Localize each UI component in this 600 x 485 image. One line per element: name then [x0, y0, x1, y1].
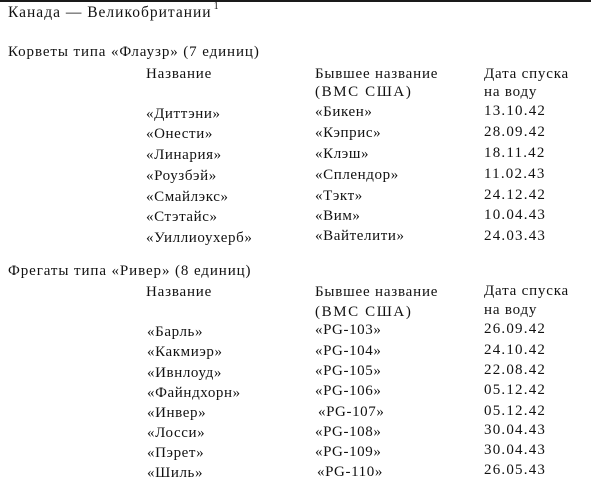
former-name: «PG-104» — [315, 343, 382, 359]
former-name: «Вайтелити» — [315, 228, 405, 244]
column-header-former-navy: (ВМС США) — [315, 304, 413, 320]
launch-date: 13.10.42 — [484, 103, 547, 119]
column-header-name: Название — [146, 66, 213, 82]
column-header-former-name: Бывшее название — [315, 66, 439, 82]
launch-date: 05.12.42 — [484, 403, 547, 419]
former-name: «Сплендор» — [315, 167, 399, 183]
section-heading: Фрегаты типа «Ривер» (8 единиц) — [8, 263, 252, 279]
column-header-former-name: Бывшее название — [315, 284, 439, 300]
column-header-name: Название — [146, 284, 213, 300]
launch-date: 28.09.42 — [484, 124, 547, 140]
launch-date: 24.03.43 — [484, 228, 547, 244]
former-name: «PG-105» — [315, 363, 382, 379]
section-heading: Корветы типа «Флаузр» (7 единиц) — [8, 44, 260, 60]
column-header-launch-date-line2: на воду — [484, 302, 538, 318]
ship-name: «Барль» — [147, 324, 204, 340]
former-name: «PG-109» — [315, 444, 382, 460]
ship-name: «Диттэни» — [146, 106, 221, 122]
top-rule — [0, 0, 591, 2]
ship-name: «Онести» — [146, 126, 213, 142]
launch-date: 26.05.43 — [484, 462, 547, 478]
ship-name: «Файндхорн» — [147, 385, 241, 401]
launch-date: 10.04.43 — [484, 207, 547, 223]
launch-date: 05.12.42 — [484, 382, 547, 398]
column-header-launch-date-line2: на воду — [484, 84, 538, 100]
footnote-marker: 1 — [213, 1, 220, 12]
ship-name: «Лосси» — [147, 425, 206, 441]
launch-date: 30.04.43 — [484, 442, 547, 458]
ship-name: «Шиль» — [147, 465, 204, 481]
ship-name: «Ивнлоуд» — [147, 365, 222, 381]
ship-name: «Какмиэр» — [147, 344, 223, 360]
former-name: «PG-108» — [315, 424, 382, 440]
column-header-launch-date: Дата спуска — [484, 66, 570, 82]
launch-date: 11.02.43 — [484, 166, 546, 182]
launch-date: 26.09.42 — [484, 321, 547, 337]
page-title-text: Канада — Великобритании — [8, 4, 212, 21]
former-name: «PG-106» — [315, 383, 382, 399]
page-title — [8, 1, 220, 24]
launch-date: 22.08.42 — [484, 362, 547, 378]
former-name: «PG-103» — [315, 322, 382, 338]
launch-date: 24.12.42 — [484, 187, 547, 203]
former-name: «Кэприс» — [315, 125, 382, 141]
former-name: «PG-107» — [318, 404, 385, 420]
former-name: «Клэш» — [315, 146, 370, 162]
former-name: «Бикен» — [315, 104, 373, 120]
launch-date: 24.10.42 — [484, 342, 547, 358]
launch-date: 30.04.43 — [484, 422, 547, 438]
former-name: «Тэкт» — [315, 188, 363, 204]
launch-date: 18.11.42 — [484, 145, 546, 161]
ship-name: «Смайлэкс» — [146, 189, 229, 205]
column-header-launch-date: Дата спуска — [484, 283, 570, 299]
ship-name: «Инвер» — [147, 405, 207, 421]
former-name: «Вим» — [315, 208, 361, 224]
column-header-former-navy: (ВМС США) — [315, 84, 413, 100]
ship-name: «Пэрет» — [147, 445, 205, 461]
ship-name: «Роузбэй» — [146, 168, 217, 184]
ship-name: «Стэтайс» — [146, 209, 218, 225]
ship-name: «Линария» — [146, 147, 222, 163]
ship-name: «Уиллиоухерб» — [146, 230, 253, 246]
former-name: «PG-110» — [317, 464, 383, 480]
